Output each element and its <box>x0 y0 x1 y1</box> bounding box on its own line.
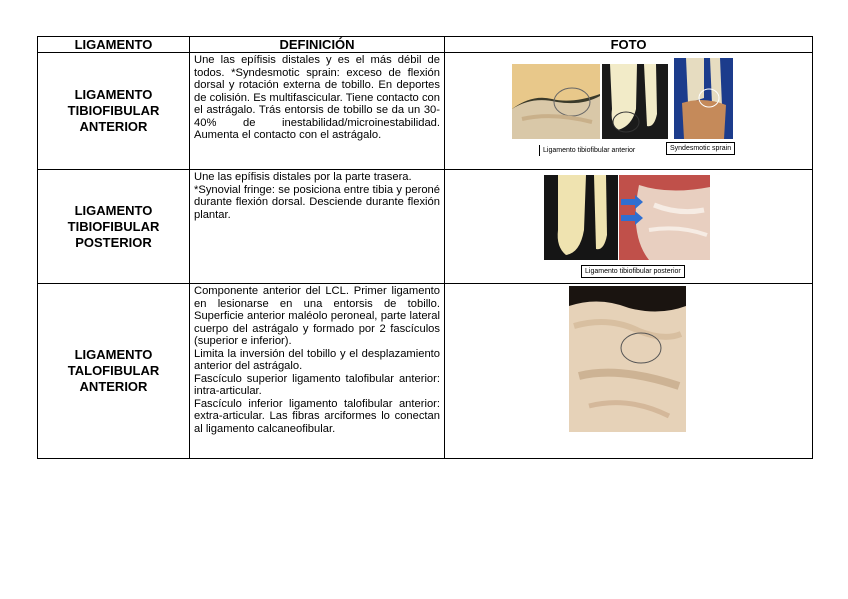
photo-caption: Ligamento tibiofibular anterior <box>539 145 638 156</box>
header-row <box>38 37 813 53</box>
ligament-name: LIGAMENTO TIBIOFIBULAR POSTERIOR <box>38 170 190 284</box>
table-row <box>38 53 813 170</box>
ligament-definition: Une las epífisis distales y es el más débil de todos. *Syndesmotic sprain: exceso de flexión dorsal y rotación externa de tobillo. En deportes de colisión. Es multifascicular. Tiene contacto con el astrágalo. Trás entorsis de tobillo se da un 30-40% de inestabilidad/microinestabilidad. Aumenta el contacto con el astrágalo. <box>190 53 445 170</box>
ligament-photos <box>445 53 813 170</box>
ligament-table <box>37 36 813 459</box>
ligament-photos <box>445 170 813 284</box>
photo-caption: Syndesmotic sprain <box>666 142 735 155</box>
ligament-photos <box>445 284 813 459</box>
photo-caption: Ligamento tibiofibular posterior <box>581 265 685 278</box>
header-foto: FOTO <box>445 37 813 53</box>
header-definicion: DEFINICIÓN <box>190 37 445 53</box>
table-row <box>38 170 813 284</box>
ankle-bone-model-photo <box>602 64 668 139</box>
ligament-definition: Une las epífisis distales por la parte trasera. *Synovial fringe: se posiciona entre tibia y peroné durante flexión dorsal. Desciende durante flexión plantar. <box>190 170 445 284</box>
header-ligamento: LIGAMENTO <box>38 37 190 53</box>
syndesmosis-illustration <box>674 58 733 139</box>
ligament-definition: Componente anterior del LCL. Primer ligamento en lesionarse en una entorsis de tobillo. Superficie anterior maléolo peroneal, parte lateral cuerpo del astrágalo y formado por 2 fascículos (superior e inferior). Limita la inversión del tobillo y el desplazamiento anterior del astrágalo. Fascículo superior ligamento talofibular anterior: intra-articular. Fascículo inferior ligamento talofibular anterior: extra-articular. Las fibras arciformes lo conectan al ligamento calcaneofibular. <box>190 284 445 459</box>
posterior-dissection-photo <box>619 175 710 260</box>
ankle-photo-anterior <box>512 64 600 139</box>
ligament-name: LIGAMENTO TALOFIBULAR ANTERIOR <box>38 284 190 459</box>
talofibular-dissection-photo <box>569 286 686 432</box>
table-row <box>38 284 813 459</box>
tibia-fibula-model-photo <box>544 175 618 260</box>
ligament-name: LIGAMENTO TIBIOFIBULAR ANTERIOR <box>38 53 190 170</box>
